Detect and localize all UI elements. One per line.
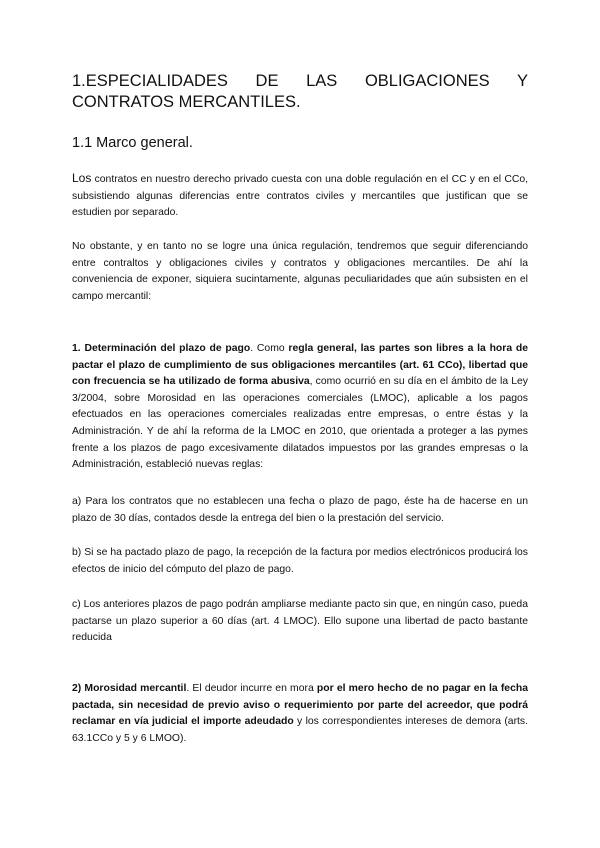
paragraph-plazo-de-pago [72, 341, 528, 474]
item2-text-1: . El deudor incurre en mora [186, 683, 317, 694]
rule-a: a) Para los contratos que no establecen una fecha o plazo de pago, éste ha de hacerse en un plazo de 30 días, contados desde la entrega del bien o la prestación del servicio. [72, 496, 528, 524]
section-heading: 1.1 Marco general. [72, 135, 193, 151]
item2-bold-1: por el mero hecho de no pagar en la fecha pactada, sin necesidad de previo aviso o requerimiento por parte del acreedor, que podrá reclamar en vía judicial el importe adeudado [72, 683, 528, 728]
chapter-title-line-2: CONTRATOS MERCANTILES. [72, 93, 301, 111]
chapter-title-line-1: 1.ESPECIALIDADES DE LAS OBLIGACIONES Y [72, 72, 528, 90]
rule-c: c) Los anteriores plazos de pago podrán ampliarse mediante pacto sin que, en ningún caso, pueda pactarse un plazo superior a 60 días (art. 4 LMOC). Ello supone una libertad de pacto bastante reducida [72, 599, 528, 644]
para1-first-word: Los [72, 171, 92, 185]
item2-heading: 2) Morosidad mercantil [72, 683, 187, 694]
item1-heading: 1. Determinación del plazo de pago [72, 343, 251, 354]
rule-b: b) Si se ha pactado plazo de pago, la recepción de la factura por medios electrónicos producirá los efectos de inicio del cómputo del plazo de pago. [72, 547, 528, 575]
item1-bold-1: regla general, las partes son libres a la hora de pactar el plazo de cumplimiento de sus obligaciones mercantiles (art. 61 CCo), libertad que con frecuencia se ha utilizado de forma abusiva [72, 343, 529, 388]
item1-text-1: . Como [250, 343, 289, 354]
paragraph-morosidad [72, 681, 528, 747]
paragraph-no-obstante: No obstante, y en tanto no se logre una única regulación, tendremos que seguir diferenciando entre contraltos y obligaciones civiles y contratos y obligaciones mercantiles. De ahí la conveniencia de exponer, siquiera sucintamente, algunas peculiaridades que aún subsisten en el campo mercantil: [72, 241, 528, 302]
para1-rest: contratos en nuestro derecho privado cuesta con una doble regulación en el CC y en el CCo, subsistiendo algunas diferencias entre contratos civiles y mercantiles que justifican que se estudien por separado. [72, 174, 528, 219]
item2-text-2: y los correspondientes intereses de demora (arts. 63.1CCo y 5 y 6 LMOO). [72, 716, 528, 744]
chapter-title [72, 71, 528, 113]
paragraph-intro [72, 170, 528, 222]
item1-text-2: , como ocurrió en su día en el ámbito de la Ley 3/2004, sobre Morosidad en las operaciones comerciales (LMOC), aplicable a los pagos efectuados en las operaciones comerciales realizadas entre empresas, o entre éstas y la Administración. Y de ahí la reforma de la LMOC en 2010, que orientada a proteger a las pymes frente a los plazos de pago excesivamente dilatados impuestos por las grandes empresas o la Administración, estableció nuevas reglas: [72, 376, 528, 471]
